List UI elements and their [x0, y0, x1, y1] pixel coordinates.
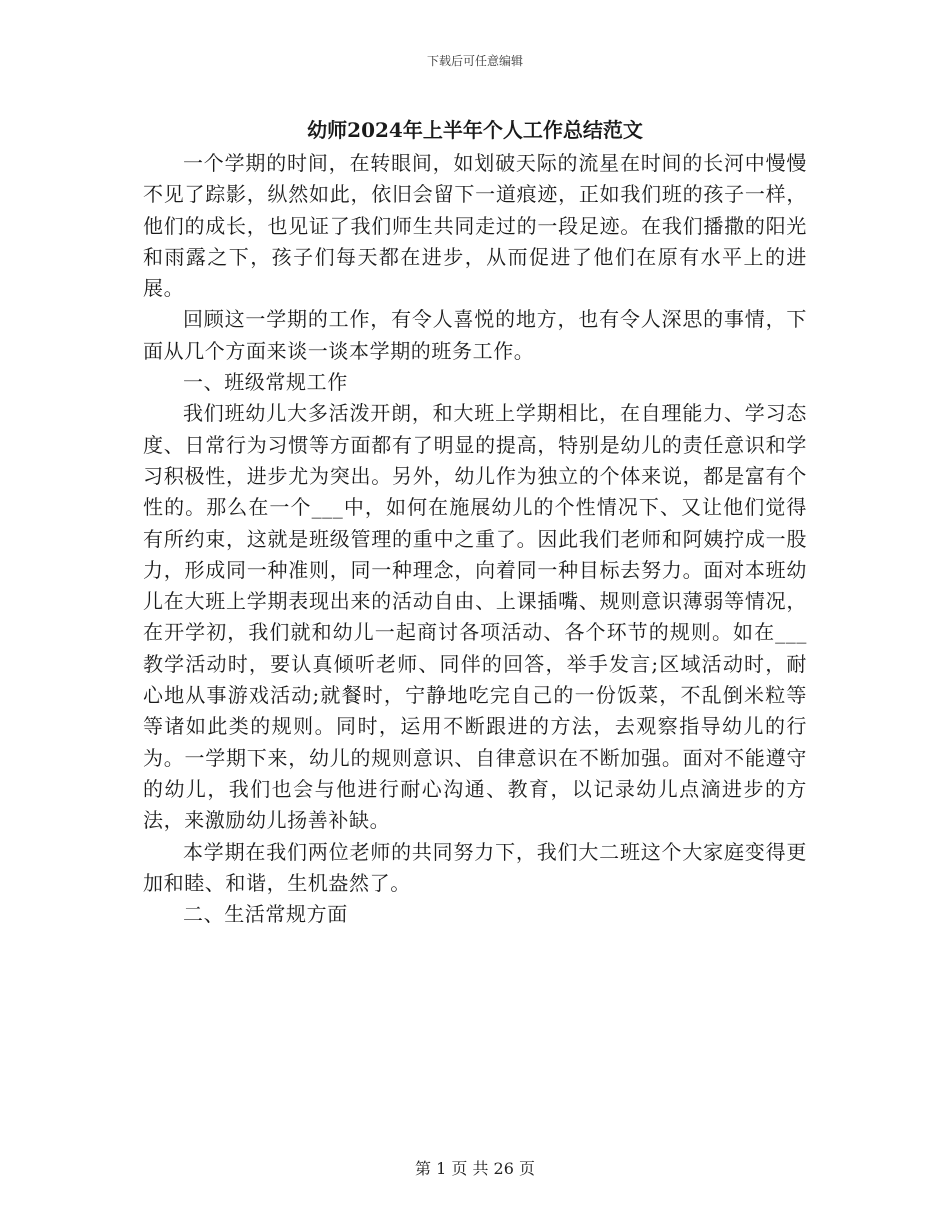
paragraph-class-routine: 我们班幼儿大多活泼开朗，和大班上学期相比，在自理能力、学习态度、日常行为习惯等方面都有了明显的提高，特别是幼儿的责任意识和学习积极性，进步尤为突出。另外，幼儿作为独立的个体来说，都是富有个性的。那么在一个___中，如何在施展幼儿的个性情况下、又让他们觉得有所约束，这就是班级管理的重中之重了。因此我们老师和阿姨拧成一股力，形成同一种准则，同一种理念，向着同一种目标去努力。面对本班幼儿在大班上学期表现出来的活动自由、上课插嘴、规则意识薄弱等情况，在开学初，我们就和幼儿一起商讨各项活动、各个环节的规则。如在___教学活动时，要认真倾听老师、同伴的回答，举手发言;区域活动时，耐心地从事游戏活动;就餐时，宁静地吃完自己的一份饭菜，不乱倒米粒等等诸如此类的规则。同时，运用不断跟进的方法，去观察指导幼儿的行为。一学期下来，幼儿的规则意识、自律意识在不断加强。面对不能遵守的幼儿，我们也会与他进行耐心沟通、教育，以记录幼儿点滴进步的方法，来激励幼儿扬善补缺。 — [143, 401, 807, 833]
paragraph-semester-summary: 本学期在我们两位老师的共同努力下，我们大二班这个大家庭变得更加和睦、和谐，生机盎然了。 — [143, 839, 807, 895]
document-body — [143, 148, 807, 930]
paragraph-review: 回顾这一学期的工作，有令人喜悦的地方，也有令人深思的事情，下面从几个方面来谈一谈本学期的班务工作。 — [143, 307, 807, 363]
document-title: 幼师2024年上半年个人工作总结范文 — [307, 118, 643, 142]
page-footer: 第 1 页 共 26 页 — [415, 1159, 535, 1178]
paragraph-intro: 一个学期的时间，在转眼间，如划破天际的流星在时间的长河中慢慢不见了踪影，纵然如此，依旧会留下一道痕迹，正如我们班的孩子一样，他们的成长，也见证了我们师生共同走过的一段足迹。在我们播撒的阳光和雨露之下，孩子们每天都在进步，从而促进了他们在原有水平上的进展。 — [143, 151, 807, 301]
section-heading-class-routine: 一、班级常规工作 — [183, 370, 348, 395]
section-heading-life-routine: 二、生活常规方面 — [183, 902, 348, 927]
page-header: 下载后可任意编辑 — [426, 54, 523, 68]
